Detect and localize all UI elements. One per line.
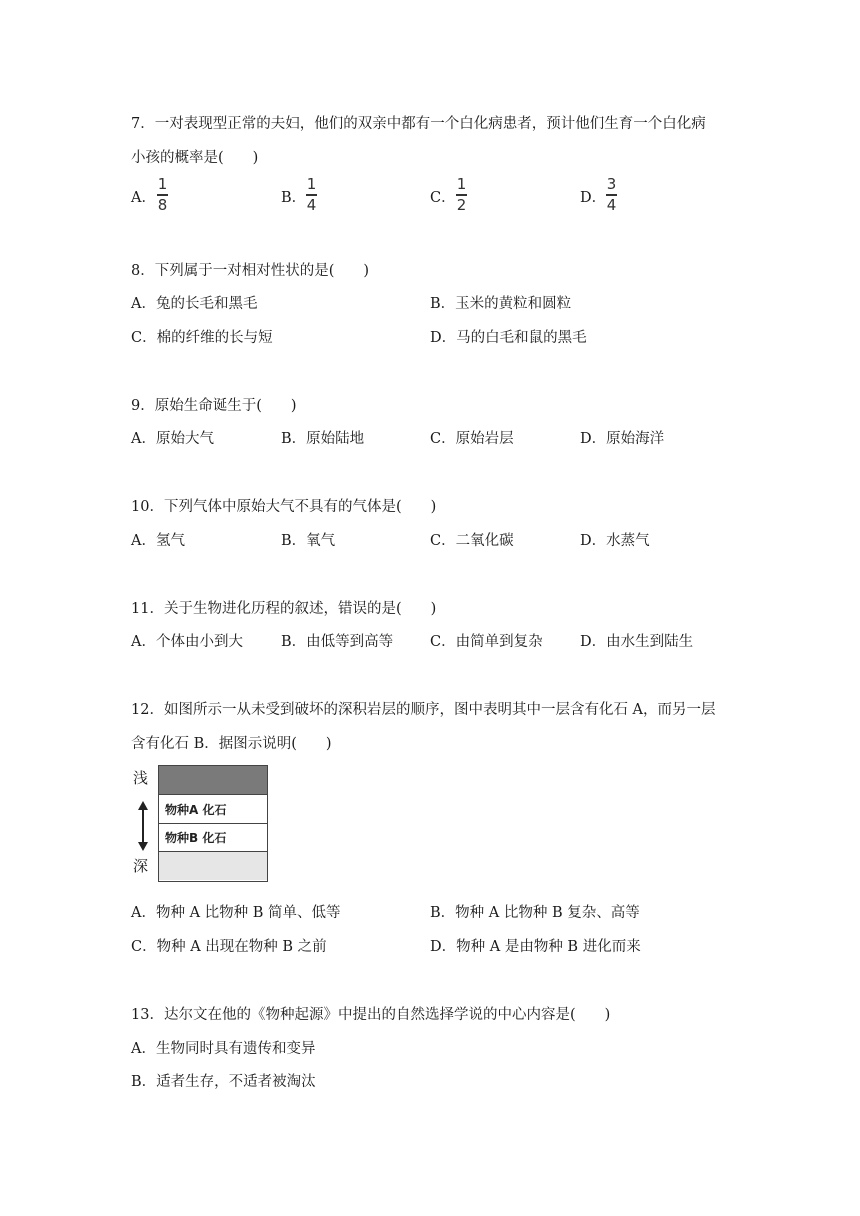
q10-option-a: A．氢气 — [131, 533, 185, 549]
q11-option-a: A．个体由小到大 — [131, 634, 243, 650]
layer-species-b-label: 物种B 化石 — [165, 831, 227, 845]
q12-stem-line1: 12．如图所示一从未受到破坏的深积岩层的顺序，图中表明其中一层含有化石 A，而另一层 — [131, 702, 716, 718]
q7-option-d-fraction — [606, 177, 617, 213]
numerator: 1 — [306, 175, 317, 193]
q7-option-c-fraction — [456, 177, 467, 213]
numerator: 3 — [606, 175, 617, 193]
q10-stem: 10．下列气体中原始大气不具有的气体是( ) — [131, 499, 437, 515]
numerator: 1 — [157, 175, 168, 193]
q12-option-b: B．物种 A 比物种 B 复杂、高等 — [430, 905, 640, 921]
q11-option-c: C．由简单到复杂 — [430, 634, 543, 650]
denominator: 2 — [456, 195, 467, 214]
q13-option-a: A．生物同时具有遗传和变异 — [131, 1041, 316, 1057]
q7-option-a-label: A． — [131, 190, 156, 206]
denominator: 4 — [606, 195, 617, 214]
q9-option-d: D．原始海洋 — [580, 431, 665, 447]
q7-option-c-label: C． — [430, 190, 456, 206]
q11-option-d: D．由水生到陆生 — [580, 634, 694, 650]
layer-species-a — [159, 795, 267, 824]
numerator: 1 — [456, 175, 467, 193]
q13-stem: 13．达尔文在他的《物种起源》中提出的自然选择学说的中心内容是( ) — [131, 1007, 611, 1023]
q8-option-c: C．棉的纤维的长与短 — [131, 330, 273, 346]
rock-layer-column — [158, 765, 268, 882]
top-layer — [159, 766, 267, 795]
q7-option-b-label: B． — [281, 190, 307, 206]
q9-option-b: B．原始陆地 — [281, 431, 365, 447]
q12-option-a: A．物种 A 比物种 B 简单、低等 — [131, 905, 341, 921]
q9-option-a: A．原始大气 — [131, 431, 214, 447]
q11-stem: 11．关于生物进化历程的叙述，错误的是( ) — [131, 601, 437, 617]
q12-option-d: D．物种 A 是由物种 B 进化而来 — [430, 939, 641, 955]
q12-option-c: C．物种 A 出现在物种 B 之前 — [131, 939, 327, 955]
q10-option-c: C．二氧化碳 — [430, 533, 514, 549]
q9-option-c: C．原始岩层 — [430, 431, 514, 447]
q9-stem: 9．原始生命诞生于( ) — [131, 398, 297, 414]
q10-option-d: D．水蒸气 — [580, 533, 650, 549]
q10-option-b: B．氧气 — [281, 533, 336, 549]
q8-stem: 8．下列属于一对相对性状的是( ) — [131, 263, 370, 279]
up-down-arrow-icon — [136, 801, 150, 851]
q12-stem-line2: 含有化石 B．据图示说明( ) — [131, 736, 332, 752]
q11-option-b: B．由低等到高等 — [281, 634, 394, 650]
layer-species-b — [159, 824, 267, 852]
shallow-label: 浅 — [133, 769, 149, 787]
q13-option-b: B．适者生存，不适者被淘汰 — [131, 1074, 316, 1090]
q8-option-d: D．马的白毛和鼠的黑毛 — [430, 330, 587, 346]
layer-species-a-label: 物种A 化石 — [165, 802, 227, 817]
q7-option-d-label: D． — [580, 190, 607, 206]
rock-layer-figure — [131, 763, 281, 888]
q7-stem-line2: 小孩的概率是( ) — [131, 150, 259, 166]
q8-option-a: A．兔的长毛和黑毛 — [131, 296, 258, 312]
q8-option-b: B．玉米的黄粒和圆粒 — [430, 296, 572, 312]
q7-stem-line1: 7．一对表现型正常的夫妇，他们的双亲中都有一个白化病患者，预计他们生育一个白化病 — [131, 116, 706, 132]
q7-option-a-fraction — [157, 177, 168, 213]
denominator: 8 — [157, 195, 168, 214]
denominator: 4 — [306, 195, 317, 214]
bottom-layer — [159, 852, 267, 880]
q7-option-b-fraction — [306, 177, 317, 213]
deep-label: 深 — [133, 857, 149, 875]
